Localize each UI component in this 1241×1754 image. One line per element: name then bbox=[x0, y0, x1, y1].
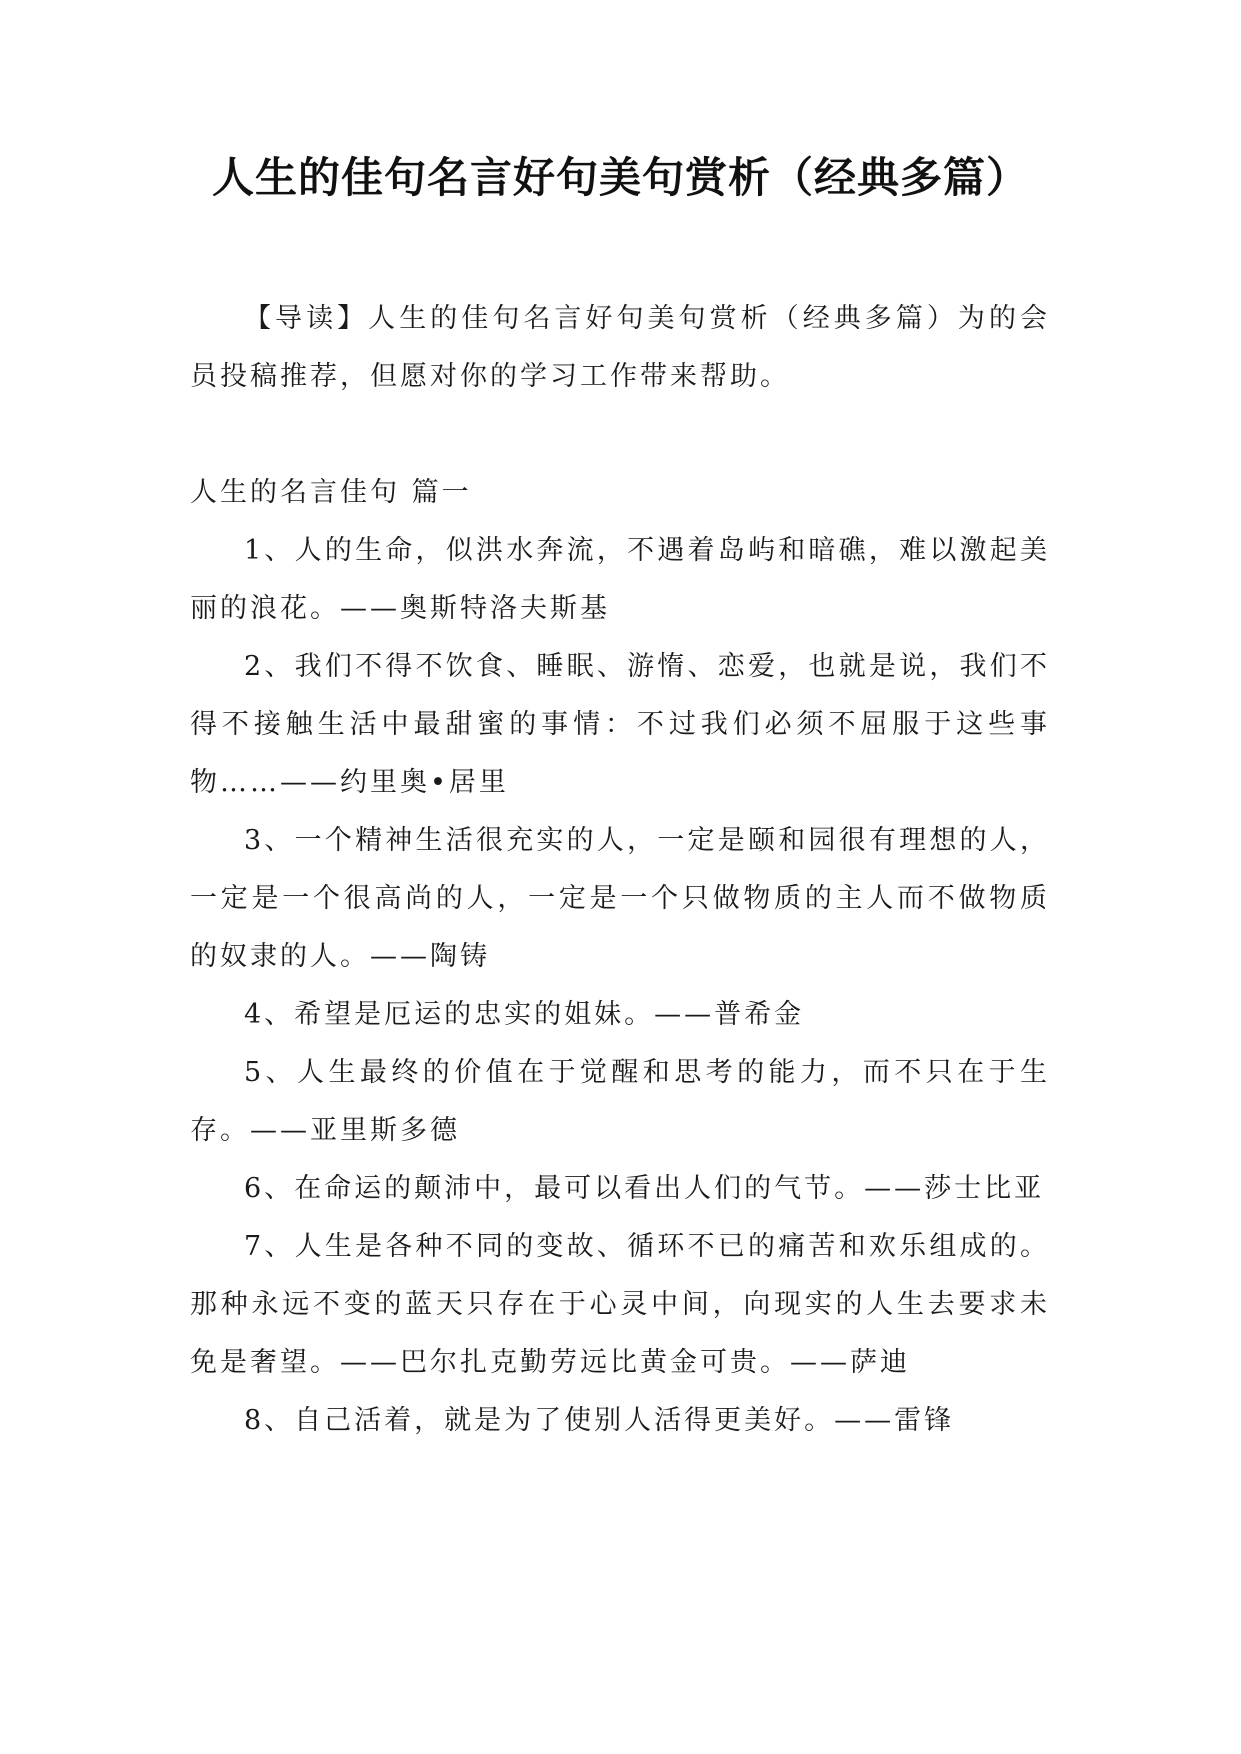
quote-item-4: 4、希望是厄运的忠实的姐妹。——普希金 bbox=[244, 999, 805, 1030]
quote-item-7: 7、人生是各种不同的变故、循环不已的痛苦和欢乐组成的。那种永远不变的蓝天只存在于心灵中间，向现实的人生去要求未免是奢望。——巴尔扎克勤劳远比黄金可贵。——萨迪 bbox=[190, 1231, 1050, 1378]
quote-item-5: 5、人生最终的价值在于觉醒和思考的能力，而不只在于生存。——亚里斯多德 bbox=[190, 1057, 1050, 1146]
quote-item-8: 8、自己活着，就是为了使别人活得更美好。——雷锋 bbox=[244, 1405, 955, 1436]
quote-item-1: 1、人的生命，似洪水奔流，不遇着岛屿和暗礁，难以激起美丽的浪花。——奥斯特洛夫斯基 bbox=[190, 535, 1050, 624]
page-title: 人生的佳句名言好句美句赏析（经典多篇） bbox=[211, 153, 1029, 202]
document-body bbox=[190, 290, 1050, 1450]
quote-item-6: 6、在命运的颠沛中，最可以看出人们的气节。——莎士比亚 bbox=[244, 1173, 1045, 1204]
quote-item-3: 3、一个精神生活很充实的人，一定是颐和园很有理想的人，一定是一个很高尚的人，一定是一个只做物质的主人而不做物质的奴隶的人。——陶铸 bbox=[190, 825, 1050, 972]
quote-item-2: 2、我们不得不饮食、睡眠、游惰、恋爱，也就是说，我们不得不接触生活中最甜蜜的事情：不过我们必须不屈服于这些事物……——约里奥•居里 bbox=[190, 651, 1050, 798]
intro-paragraph: 【导读】人生的佳句名言好句美句赏析（经典多篇）为的会员投稿推荐，但愿对你的学习工作带来帮助。 bbox=[190, 303, 1050, 392]
section-heading: 人生的名言佳句 篇一 bbox=[190, 477, 472, 508]
